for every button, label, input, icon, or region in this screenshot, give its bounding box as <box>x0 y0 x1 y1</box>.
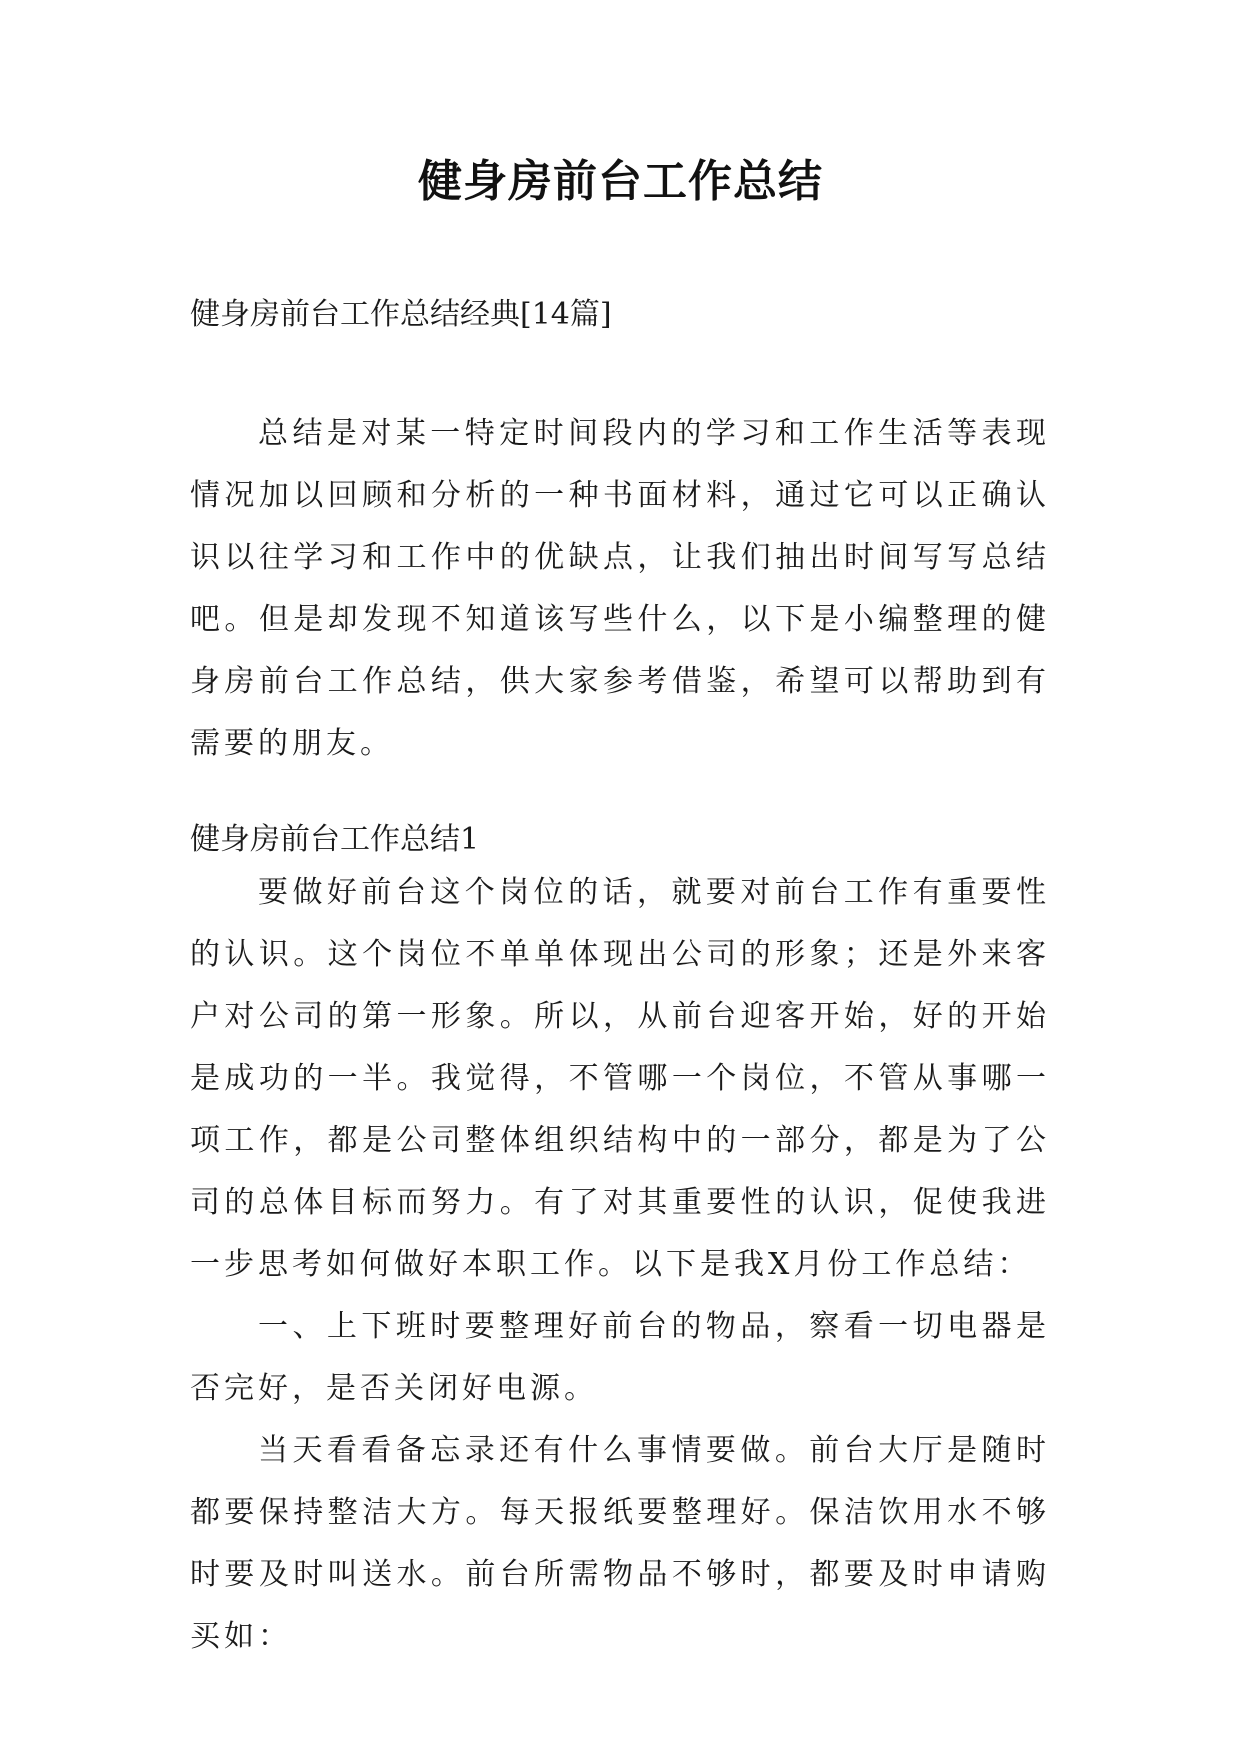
body-paragraph: 要做好前台这个岗位的话，就要对前台工作有重要性的认识。这个岗位不单单体现出公司的形象；还是外来客户对公司的第一形象。所以，从前台迎客开始，好的开始是成功的一半。我觉得，不管哪一个岗位，不管从事哪一项工作，都是公司整体组织结构中的一部分，都是为了公司的总体目标而努力。有了对其重要性的认识，促使我进一步思考如何做好本职工作。以下是我X月份工作总结： <box>190 875 1050 1282</box>
intro-paragraph: 总结是对某一特定时间段内的学习和工作生活等表现情况加以回顾和分析的一种书面材料，通过它可以正确认识以往学习和工作中的优缺点，让我们抽出时间写写总结吧。但是却发现不知道该写些什么，以下是小编整理的健身房前台工作总结，供大家参考借鉴，希望可以帮助到有需要的朋友。 <box>190 416 1050 761</box>
body-paragraph: 当天看看备忘录还有什么事情要做。前台大厅是随时都要保持整洁大方。每天报纸要整理好。保洁饮用水不够时要及时叫送水。前台所需物品不够时，都要及时申请购买如： <box>190 1433 1050 1654</box>
section-body <box>190 862 1050 1668</box>
document-title: 健身房前台工作总结 <box>418 156 823 207</box>
document-subtitle: 健身房前台工作总结经典[14篇] <box>190 297 612 332</box>
body-paragraph: 一、上下班时要整理好前台的物品，察看一切电器是否完好，是否关闭好电源。 <box>190 1309 1050 1406</box>
intro-section <box>190 403 1050 775</box>
section-heading: 健身房前台工作总结1 <box>190 822 480 857</box>
